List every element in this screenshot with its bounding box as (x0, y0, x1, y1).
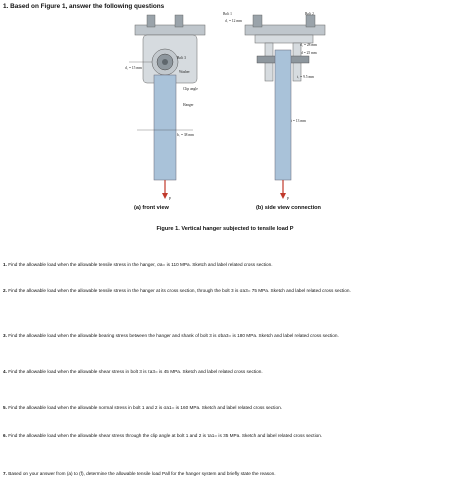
question-1 (3, 261, 443, 269)
question-text: Find the allowable load when the allowable shear stress in bolt 3 is τa3= is 45 MPa. Sketch and label related cross section. (8, 369, 263, 374)
bolt1-head (147, 15, 155, 27)
clip-angle-label: Clip angle (183, 87, 198, 91)
question-number: 5. (3, 405, 7, 410)
question-number: 2. (3, 288, 7, 293)
figure-title: Figure 1. Vertical hanger subjected to tensile load P (156, 226, 294, 232)
hanger-bar-side (275, 50, 291, 180)
caption-side-view: (b) side view connection (256, 205, 321, 211)
bolt1-label: Bolt 1 (223, 12, 232, 16)
question-text: Find the allowable load when the allowable tensile stress in the hanger, σa= is 110 MPa. Sketch and label related cross section. (8, 262, 273, 267)
ceiling-plate-front (135, 25, 205, 35)
question-2 (3, 287, 443, 295)
question-number: 7. (3, 471, 7, 476)
d3-label: d₃ = 15 mm (125, 66, 142, 70)
t1-label: t₁ = 9.5 mm (297, 75, 315, 79)
caption-front-view: (a) front view (134, 205, 169, 211)
assignment-heading: 1. Based on Figure 1, answer the following questions (3, 3, 165, 10)
bolt2-head (175, 15, 183, 27)
question-number: 1. (3, 262, 7, 267)
d2-label: d₂ = 28 mm (300, 43, 317, 47)
load-arrowhead-right (280, 193, 286, 199)
load-label-right: P (287, 197, 289, 201)
t-label: t = 13 mm (291, 119, 306, 123)
load-label-left: P (169, 197, 171, 201)
b1-label: b₁ = 38 mm (177, 133, 194, 137)
hanger-figure (125, 10, 330, 206)
hanger-label: Hanger (183, 103, 194, 107)
d-label: d = 25 mm (301, 51, 317, 55)
bolt3-label: Bolt 3 (177, 56, 186, 60)
question-text: Find the allowable load when the allowable bearing stress between the hanger and shank of bolt 3 is σba3= is 180 MPa. Sketch and label related cross section. (8, 333, 339, 338)
question-3 (3, 332, 443, 340)
question-6 (3, 432, 443, 440)
d1-label: d₁ = 12 mm (225, 19, 242, 23)
hanger-bar-front (154, 75, 176, 180)
question-4 (3, 368, 443, 376)
washer-label: Washer (179, 70, 190, 74)
bolt1-side (253, 15, 262, 27)
bolt3-center (162, 59, 168, 65)
question-7 (3, 470, 443, 478)
bolt2-side (306, 15, 315, 27)
question-number: 3. (3, 333, 7, 338)
question-number: 4. (3, 369, 7, 374)
question-5 (3, 404, 443, 412)
bolt2-label: Bolt 2 (305, 12, 314, 16)
question-text: Find the allowable load when the allowable normal stress in bolt 1 and 2 is σa1= is 160 MPa. Sketch and label related cross section. (8, 405, 282, 410)
load-arrowhead-left (162, 193, 168, 199)
question-text: Find the allowable load when the allowable shear stress through the clip angle at bolt 1 and 2 is τa1= is 35 MPa. Sketch and label related cross section. (8, 433, 323, 438)
question-number: 6. (3, 433, 7, 438)
question-text: Based on your answer from (a) to (f), determine the allowable tensile load Pall for the hanger system and briefly state the reason. (8, 471, 276, 476)
clip-angle-side (255, 35, 313, 43)
question-text: Find the allowable load when the allowable tensile stress in the hanger at its cross section, through the bolt 3 is σa3= 75 MPa. Sketch and label related cross section. (8, 288, 351, 293)
